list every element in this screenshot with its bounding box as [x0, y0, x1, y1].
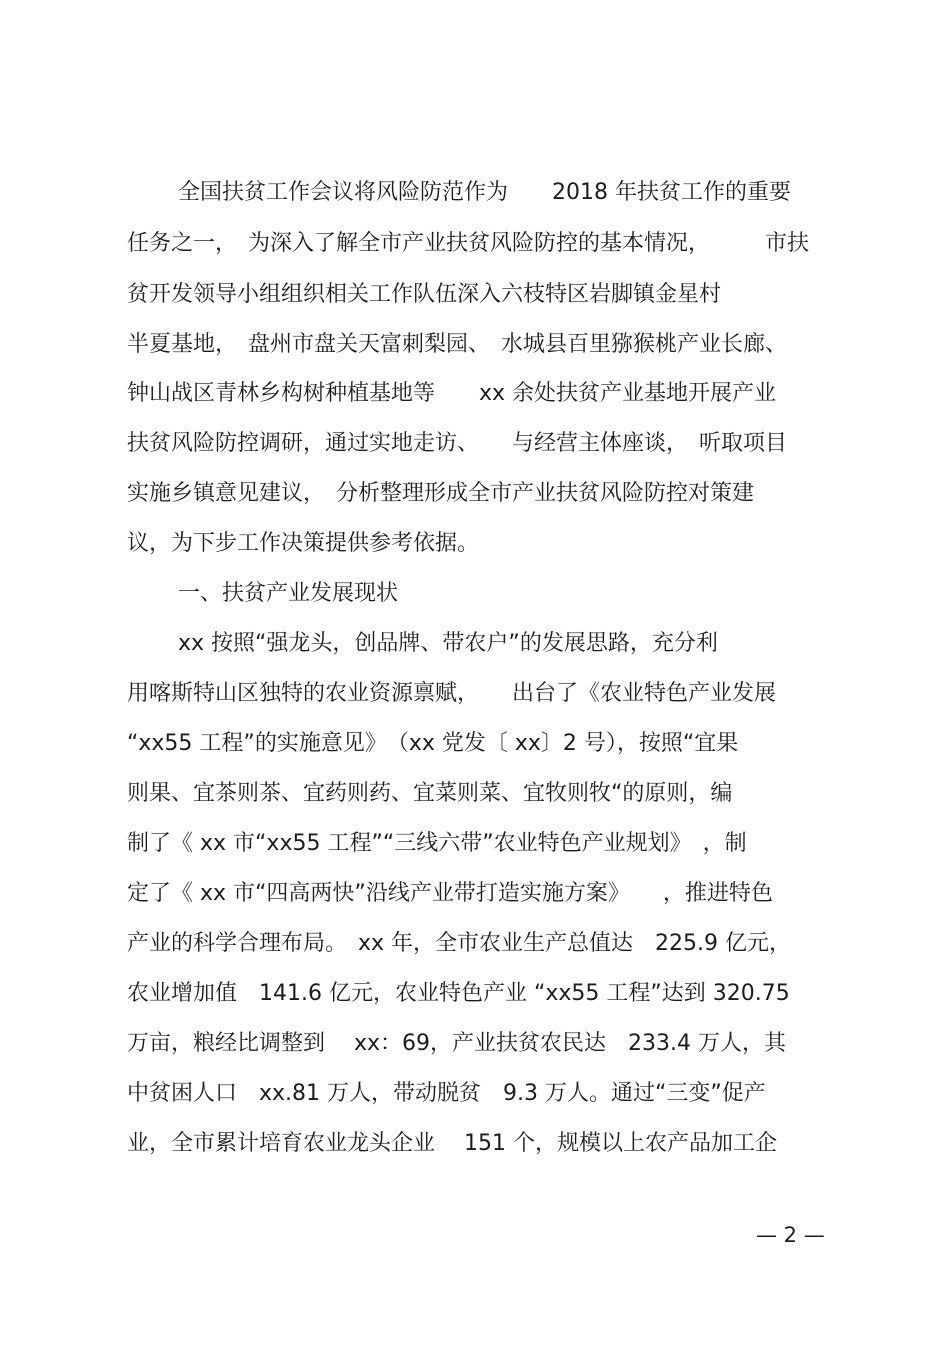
text-line: 万亩，粮经比调整到 xx：69，产业扶贫农民达 233.4 万人，其: [127, 1031, 787, 1056]
text-line: “xx55 工程”的实施意见》 （xx 党发〔 xx〕2 号），按照“宜果: [127, 731, 739, 756]
text-line: 业，全市累计培育农业龙头企业 151 个，规模以上农产品加工企: [127, 1131, 777, 1156]
text-line: 扶贫风险防控调研，通过实地走访、 与经营主体座谈， 听取项目: [127, 431, 788, 456]
text-line: 全国扶贫工作会议将风险防范作为 2018 年扶贫工作的重要: [178, 180, 791, 205]
text-line: xx 按照“强龙头，创品牌、带农户”的发展思路，充分利: [178, 631, 718, 656]
page-number: — 2 —: [756, 1223, 825, 1247]
text-line: 产业的科学合理布局。 xx 年，全市农业生产总值达 225.9 亿元，: [127, 931, 792, 956]
text-line: 用喀斯特山区独特的农业资源禀赋， 出台了《农业特色产业发展: [127, 681, 777, 706]
text-line: 实施乡镇意见建议， 分析整理形成全市产业扶贫风险防控对策建: [127, 481, 755, 506]
text-line: 则果、宜茶则茶、宜药则药、宜菜则菜、宜牧则牧“的原则，编: [127, 781, 733, 806]
text-line: 半夏基地， 盘州市盘关天富刺梨园、 水城县百里猕猴桃产业长廊、: [127, 332, 788, 357]
text-line: 中贫困人口 xx.81 万人，带动脱贫 9.3 万人。通过“三变”促产: [127, 1081, 766, 1106]
text-line: 钟山战区青林乡构树种植基地等 xx 余处扶贫产业基地开展产业: [127, 381, 777, 406]
text-line: 贫开发领导小组组织相关工作队伍深入六枝特区岩脚镇金星村: [127, 282, 722, 307]
section-heading: 一、扶贫产业发展现状: [178, 581, 399, 606]
text-line: 制了《 xx 市“xx55 工程”“三线六带”农业特色产业规划》 ，制: [127, 831, 747, 856]
text-line: 定了《 xx 市“四高两快”沿线产业带打造实施方案》 ，推进特色: [127, 881, 773, 906]
text-line: 任务之一， 为深入了解全市产业扶贫风险防控的基本情况， 市扶: [127, 231, 810, 256]
text-line: 农业增加值 141.6 亿元，农业特色产业 “xx55 工程”达到 320.75: [127, 981, 790, 1006]
text-line: 议，为下步工作决策提供参考依据。: [127, 531, 480, 556]
